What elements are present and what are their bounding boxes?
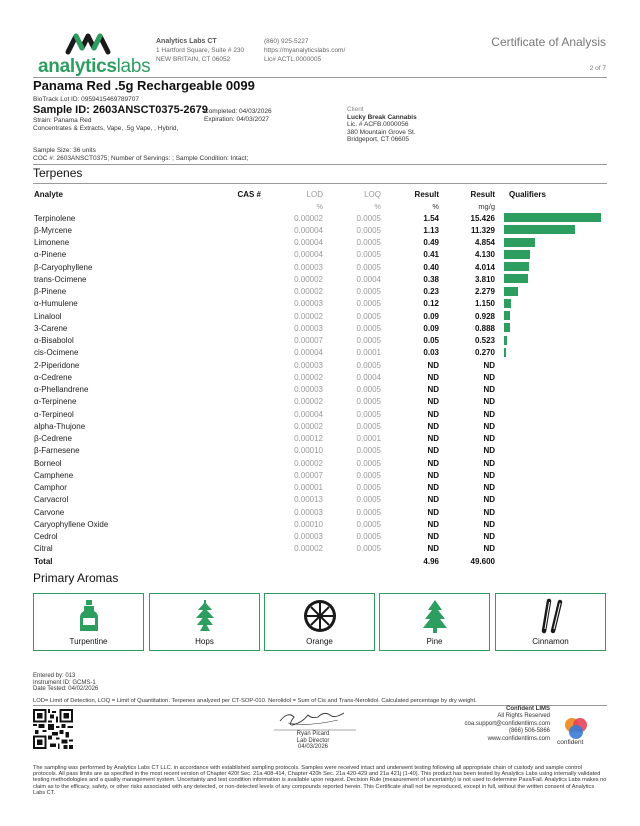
analyte-cell: Limonene: [34, 238, 70, 248]
result-mg-cell: ND: [483, 483, 495, 493]
result-mg-cell: ND: [483, 385, 495, 395]
qualifier-cell: [495, 261, 607, 273]
lod-cell: 0.00003: [294, 299, 323, 309]
lod-cell: 0.00010: [294, 519, 323, 529]
table-row: [33, 531, 607, 543]
qualifier-cell: [495, 237, 607, 249]
loq-cell: 0.0005: [356, 519, 381, 529]
document-title: Certificate of Analysis: [491, 35, 606, 49]
table-row: [33, 457, 607, 469]
aromas-row: [33, 593, 607, 651]
lod-cell: 0.00001: [294, 483, 323, 493]
total-mg: 49.600: [470, 556, 495, 566]
analyte-cell: β-Cedrene: [34, 434, 72, 444]
table-row: [33, 506, 607, 518]
lod-cell: 0.00010: [294, 446, 323, 456]
qualifier-cell: [495, 531, 607, 543]
cas-cell: [217, 261, 263, 273]
result-mg-cell: 3.810: [474, 274, 495, 284]
aroma-card-pine: Pine: [379, 593, 490, 651]
result-mg-cell: ND: [483, 372, 495, 382]
analyte-cell: Terpinolene: [34, 213, 76, 223]
result-mg-cell: 0.270: [474, 348, 495, 358]
cas-cell: [217, 420, 263, 432]
analyte-cell: α-Humulene: [34, 299, 78, 309]
result-mg-cell: ND: [483, 360, 495, 370]
analyte-cell: α-Phellandrene: [34, 385, 89, 395]
result-percent-cell: 0.40: [423, 262, 439, 272]
table-row: [33, 359, 607, 371]
analyte-cell: Carvone: [34, 507, 65, 517]
lod-cell: 0.00007: [294, 336, 323, 346]
cas-cell: [217, 506, 263, 518]
qualifier-cell: [495, 384, 607, 396]
loq-cell: 0.0005: [356, 458, 381, 468]
lod-cell: 0.00002: [294, 311, 323, 321]
loq-cell: 0.0005: [356, 238, 381, 248]
lod-cell: 0.00003: [294, 385, 323, 395]
result-percent-cell: ND: [427, 409, 439, 419]
result-bar: [504, 225, 575, 234]
qualifier-cell: [495, 518, 607, 530]
loq-cell: 0.0005: [356, 544, 381, 554]
loq-cell: 0.0005: [356, 323, 381, 333]
total-label: Total: [34, 556, 53, 566]
analyte-cell: Caryophyllene Oxide: [34, 519, 109, 529]
qualifier-cell: [495, 322, 607, 334]
analyte-cell: alpha-Thujone: [34, 421, 86, 431]
result-percent-cell: 0.38: [423, 274, 439, 284]
sample-id: Sample ID: 2603ANSCT0375-2679: [33, 104, 208, 116]
result-bar: [504, 262, 529, 271]
loq-cell: 0.0005: [356, 250, 381, 260]
loq-cell: 0.0005: [356, 299, 381, 309]
lod-header: LOD: [306, 189, 323, 199]
qualifier-cell: [495, 433, 607, 445]
lod-cell: 0.00003: [294, 323, 323, 333]
confident-logo-icon: [563, 716, 589, 740]
table-row: [33, 408, 607, 420]
qualifier-cell: [495, 469, 607, 481]
analyte-cell: cis-Ocimene: [34, 348, 79, 358]
result-mg-cell: 11.329: [470, 225, 495, 235]
qualifier-cell: [495, 482, 607, 494]
result-percent-cell: ND: [427, 483, 439, 493]
cas-cell: [217, 212, 263, 224]
lod-cell: 0.00004: [294, 409, 323, 419]
qualifier-cell: [495, 371, 607, 383]
result-percent-cell: ND: [427, 519, 439, 529]
lod-cell: 0.00002: [294, 274, 323, 284]
qualifier-cell: [495, 335, 607, 347]
terpenes-table: [33, 187, 607, 567]
qualifier-cell: [495, 273, 607, 285]
cas-cell: [217, 371, 263, 383]
qualifier-cell: [495, 420, 607, 432]
cas-cell: [217, 408, 263, 420]
lod-cell: 0.00003: [294, 262, 323, 272]
loq-cell: 0.0005: [356, 421, 381, 431]
cinnamon-sticks-icon: [531, 598, 571, 634]
loq-cell: 0.0005: [356, 213, 381, 223]
cas-cell: [217, 273, 263, 285]
aroma-card-hops: Hops: [149, 593, 260, 651]
lod-cell: 0.00002: [294, 287, 323, 297]
result-percent-cell: ND: [427, 507, 439, 517]
result-percent-cell: ND: [427, 532, 439, 542]
result-mg-cell: ND: [483, 495, 495, 505]
loq-header: LOQ: [364, 189, 381, 199]
result-mg-cell: 0.888: [474, 323, 495, 333]
loq-cell: 0.0005: [356, 409, 381, 419]
result-mg-cell: ND: [483, 470, 495, 480]
lod-cell: 0.00002: [294, 213, 323, 223]
analyte-cell: α-Cedrene: [34, 372, 72, 382]
loq-cell: 0.0005: [356, 336, 381, 346]
table-row: [33, 543, 607, 555]
result-percent-cell: ND: [427, 544, 439, 554]
batch-id: BioTrack Lot ID: 0959415469789707: [33, 96, 140, 103]
page-number: 2 of 7: [589, 65, 606, 72]
loq-cell: 0.0005: [356, 532, 381, 542]
result-percent-cell: ND: [427, 434, 439, 444]
cas-cell: [217, 249, 263, 261]
loq-cell: 0.0005: [356, 287, 381, 297]
sample-size: Sample Size: 36 units COC #: 2603ANSCT0375; Number of Servings: ; Sample Condition: Intact;: [33, 147, 249, 162]
analyte-cell: Linalool: [34, 311, 62, 321]
analyte-cell: Camphor: [34, 483, 67, 493]
signature-image: [270, 707, 360, 731]
loq-cell: 0.0004: [356, 274, 381, 284]
lod-cell: 0.00003: [294, 532, 323, 542]
result-percent-cell: 1.54: [423, 213, 439, 223]
analyte-cell: Citral: [34, 544, 53, 554]
table-row: [33, 273, 607, 285]
loq-cell: 0.0005: [356, 225, 381, 235]
table-row: [33, 494, 607, 506]
lims-website-link[interactable]: www.confidentlims.com: [487, 735, 550, 742]
signer-block: Ryan Picard Lab Director 04/03/2026: [296, 731, 330, 750]
table-row: [33, 298, 607, 310]
result-percent-header: Result: [414, 189, 439, 199]
result-bar: [504, 250, 530, 259]
cas-cell: [217, 433, 263, 445]
cas-cell: [217, 543, 263, 555]
qualifier-cell: [495, 224, 607, 236]
result-bar: [504, 348, 506, 357]
table-row: [33, 286, 607, 298]
analyte-cell: Cedrol: [34, 532, 58, 542]
result-percent-cell: 0.49: [423, 238, 439, 248]
loq-cell: 0.0005: [356, 495, 381, 505]
cas-cell: [217, 469, 263, 481]
confident-logo-text: confident: [557, 739, 584, 746]
result-bar: [504, 299, 511, 308]
table-row: [33, 433, 607, 445]
result-percent-cell: ND: [427, 446, 439, 456]
result-bar: [504, 238, 535, 247]
table-row: [33, 396, 607, 408]
cas-cell: [217, 384, 263, 396]
qualifier-cell: [495, 396, 607, 408]
info-divider: [33, 164, 607, 165]
lab-contact: (860) 925-5227 https://myanalyticslabs.com/ Lic# ACTL.0000005: [264, 38, 346, 63]
table-row: [33, 518, 607, 530]
result-percent-cell: 0.41: [423, 250, 439, 260]
result-mg-cell: ND: [483, 434, 495, 444]
lod-cell: 0.00004: [294, 348, 323, 358]
lod-cell: 0.00013: [294, 495, 323, 505]
terpenes-section-title: Terpenes: [33, 166, 83, 180]
lod-cell: 0.00004: [294, 250, 323, 260]
cas-cell: [217, 396, 263, 408]
lod-cell: 0.00002: [294, 421, 323, 431]
analyte-cell: α-Terpinene: [34, 397, 77, 407]
table-row: [33, 249, 607, 261]
result-percent-cell: 0.05: [423, 336, 439, 346]
aroma-card-cinnamon: Cinnamon: [495, 593, 606, 651]
total-row: [33, 555, 607, 567]
table-row: [33, 335, 607, 347]
cas-cell: [217, 286, 263, 298]
qualifier-cell: [495, 457, 607, 469]
lod-cell: 0.00003: [294, 360, 323, 370]
result-percent-cell: 0.09: [423, 323, 439, 333]
result-percent-cell: 1.13: [423, 225, 439, 235]
result-bar: [504, 311, 510, 320]
cas-cell: [217, 531, 263, 543]
table-row: [33, 224, 607, 236]
cas-cell: [217, 445, 263, 457]
qualifier-cell: [495, 286, 607, 298]
result-mg-cell: ND: [483, 544, 495, 554]
result-mg-cell: 0.523: [474, 336, 495, 346]
result-percent-cell: 0.03: [423, 348, 439, 358]
total-percent: 4.96: [423, 556, 439, 566]
qualifier-cell: [495, 359, 607, 371]
result-mg-cell: 15.426: [470, 213, 495, 223]
test-dates: Completed: 04/03/2026 Expiration: 04/03/2027: [204, 108, 272, 123]
result-percent-cell: ND: [427, 495, 439, 505]
qualifier-cell: [495, 445, 607, 457]
loq-cell: 0.0005: [356, 446, 381, 456]
analyte-cell: α-Pinene: [34, 250, 67, 260]
qualifier-cell: [495, 310, 607, 322]
result-mg-cell: ND: [483, 397, 495, 407]
result-percent-cell: ND: [427, 421, 439, 431]
strain-info: Strain: Panama Red Concentrates & Extracts, Vape, .5g Vape, , Hybrid,: [33, 117, 179, 132]
qualifier-cell: [495, 494, 607, 506]
analyte-cell: trans-Ocimene: [34, 274, 87, 284]
analyte-cell: β-Myrcene: [34, 225, 72, 235]
table-row: [33, 310, 607, 322]
result-mg-cell: 2.279: [474, 287, 495, 297]
aromas-section-title: Primary Aromas: [33, 571, 119, 585]
client-info: Client Lucky Break Cannabis Lic. # ACFB.0000056 380 Mountain Grove St. Bridgeport, CT 06605: [347, 106, 417, 143]
qualifier-cell: [495, 298, 607, 310]
cas-cell: [217, 518, 263, 530]
cas-cell: [217, 298, 263, 310]
analyte-cell: β-Farnesene: [34, 446, 80, 456]
table-row: [33, 445, 607, 457]
qualifier-cell: [495, 543, 607, 555]
lab-address: Analytics Labs CT 1 Hartford Square, Suite # 230 NEW BRITAIN, CT 06052: [156, 38, 245, 63]
loq-cell: 0.0005: [356, 311, 381, 321]
loq-cell: 0.0001: [356, 434, 381, 444]
aroma-card-orange: Orange: [264, 593, 375, 651]
table-row: [33, 420, 607, 432]
aroma-card-turpentine: Turpentine: [33, 593, 144, 651]
product-name: Panama Red .5g Rechargeable 0099: [33, 78, 255, 93]
result-percent-cell: 0.23: [423, 287, 439, 297]
qualifier-cell: [495, 408, 607, 420]
orange-slice-icon: [300, 598, 340, 634]
loq-cell: 0.0005: [356, 262, 381, 272]
test-metadata: Entered by: 013 Instrument ID: GCMS-1 Date Tested: 04/02/2026: [33, 673, 99, 693]
result-mg-cell: ND: [483, 532, 495, 542]
analyte-cell: α-Terpineol: [34, 409, 74, 419]
result-percent-cell: ND: [427, 470, 439, 480]
table-row: [33, 384, 607, 396]
analyte-cell: Borneol: [34, 458, 62, 468]
result-mg-cell: ND: [483, 446, 495, 456]
lab-website-link[interactable]: https://myanalyticslabs.com/: [264, 47, 346, 54]
analyte-cell: 2-Piperidone: [34, 360, 80, 370]
table-row: [33, 469, 607, 481]
analyte-cell: β-Caryophyllene: [34, 262, 93, 272]
analyte-cell: α-Bisabolol: [34, 336, 74, 346]
lod-cell: 0.00003: [294, 507, 323, 517]
cas-cell: [217, 237, 263, 249]
table-row: [33, 261, 607, 273]
result-mg-cell: 4.014: [474, 262, 495, 272]
result-mg-cell: ND: [483, 421, 495, 431]
loq-cell: 0.0005: [356, 360, 381, 370]
terpenes-divider: [33, 183, 607, 184]
analyte-cell: Carvacrol: [34, 495, 69, 505]
lod-cell: 0.00002: [294, 544, 323, 554]
footnote: LOD= Limit of Detection, LOQ = Limit of Quantitation. Terpenes analyzed per CT-SOP-010. Nerolidol = Sum of Cis and Trans-Nerolidol. Calculated percentage by dry weight.: [33, 698, 477, 704]
cas-cell: [217, 359, 263, 371]
result-mg-cell: 1.150: [474, 299, 495, 309]
analyte-cell: β-Pinene: [34, 287, 67, 297]
cas-cell: [217, 347, 263, 359]
result-percent-cell: ND: [427, 360, 439, 370]
units-row: % % % mg/g: [316, 202, 495, 211]
qualifier-cell: [495, 212, 607, 224]
lod-cell: 0.00004: [294, 225, 323, 235]
qualifiers-header: Qualifiers: [509, 189, 546, 199]
pine-tree-icon: [415, 598, 455, 634]
cas-cell: [217, 322, 263, 334]
result-mg-cell: 4.130: [474, 250, 495, 260]
cas-cell: [217, 310, 263, 322]
loq-cell: 0.0005: [356, 507, 381, 517]
table-row: [33, 347, 607, 359]
cas-header: CAS #: [237, 189, 261, 199]
table-row: [33, 212, 607, 224]
hops-icon: [185, 598, 225, 634]
cas-cell: [217, 224, 263, 236]
qr-code[interactable]: [33, 709, 73, 749]
result-percent-cell: 0.12: [423, 299, 439, 309]
table-row: [33, 371, 607, 383]
qualifier-cell: [495, 506, 607, 518]
cas-cell: [217, 335, 263, 347]
result-bar: [504, 287, 518, 296]
terpenes-table-body: [33, 201, 607, 555]
loq-cell: 0.0005: [356, 470, 381, 480]
loq-cell: 0.0004: [356, 372, 381, 382]
result-percent-cell: ND: [427, 372, 439, 382]
cas-cell: [217, 482, 263, 494]
disclaimer-text: The sampling was performed by Analytics Labs CT LLC. in accordance with established sampling protocols. Samples were received intact and underwent testing following all appropriate chain of custody and sample control protocols. All pass limits are as specified in the most recent version of Chapter 420f Sec. 21a 408-414, Chapter 420h Sec. 21a 420-429 and 21a 421j (1-40). This product has been tested by Analytics Labs using internally validated testing methodologies and a quality management system. Uncertainty and test condition information is available upon request. Decision Rule (measurement of uncertainty) is not used to determine Pass/Fail. Analytics Labs makes no claim as to the efficacy, safety, or other risks associated with any detected, or non-detected levels of any compounds reported herein. This Certificate shall not be reproduced, except in full, without the written consent of Analytics Labs CT.: [33, 765, 607, 796]
loq-cell: 0.0005: [356, 385, 381, 395]
table-row: [33, 237, 607, 249]
result-percent-cell: ND: [427, 397, 439, 407]
result-bar: [504, 213, 601, 222]
result-mg-cell: ND: [483, 409, 495, 419]
page-header: [38, 28, 608, 76]
loq-cell: 0.0001: [356, 348, 381, 358]
lims-info: Confident LIMS All Rights Reserved coa.support@confidentlims.com (866) 506-5866 www.confidentlims.com: [448, 706, 550, 743]
lod-cell: 0.00002: [294, 397, 323, 407]
lod-cell: 0.00007: [294, 470, 323, 480]
lod-cell: 0.00012: [294, 434, 323, 444]
loq-cell: 0.0005: [356, 397, 381, 407]
analyte-cell: 3-Carene: [34, 323, 68, 333]
qualifier-cell: [495, 249, 607, 261]
table-row: [33, 482, 607, 494]
cas-cell: [217, 457, 263, 469]
loq-cell: 0.0005: [356, 483, 381, 493]
analyte-cell: Camphene: [34, 470, 74, 480]
lod-cell: 0.00002: [294, 372, 323, 382]
table-header-row: [33, 187, 607, 201]
result-percent-cell: ND: [427, 458, 439, 468]
result-percent-cell: ND: [427, 385, 439, 395]
result-mg-cell: ND: [483, 507, 495, 517]
lod-cell: 0.00002: [294, 458, 323, 468]
lod-cell: 0.00004: [294, 238, 323, 248]
result-bar: [504, 274, 528, 283]
logo-wordmark: analyticslabs: [38, 56, 151, 77]
cas-cell: [217, 494, 263, 506]
result-mg-cell: ND: [483, 458, 495, 468]
result-mg-header: Result: [470, 189, 495, 199]
result-mg-cell: ND: [483, 519, 495, 529]
table-row: [33, 322, 607, 334]
result-mg-cell: 0.928: [474, 311, 495, 321]
result-mg-cell: 4.854: [474, 238, 495, 248]
turpentine-bottle-icon: [69, 598, 109, 634]
analyte-header: Analyte: [34, 189, 63, 199]
result-bar: [504, 323, 510, 332]
result-percent-cell: 0.09: [423, 311, 439, 321]
result-bar: [504, 336, 507, 345]
qualifier-cell: [495, 347, 607, 359]
lims-email-link[interactable]: coa.support@confidentlims.com: [464, 720, 550, 727]
